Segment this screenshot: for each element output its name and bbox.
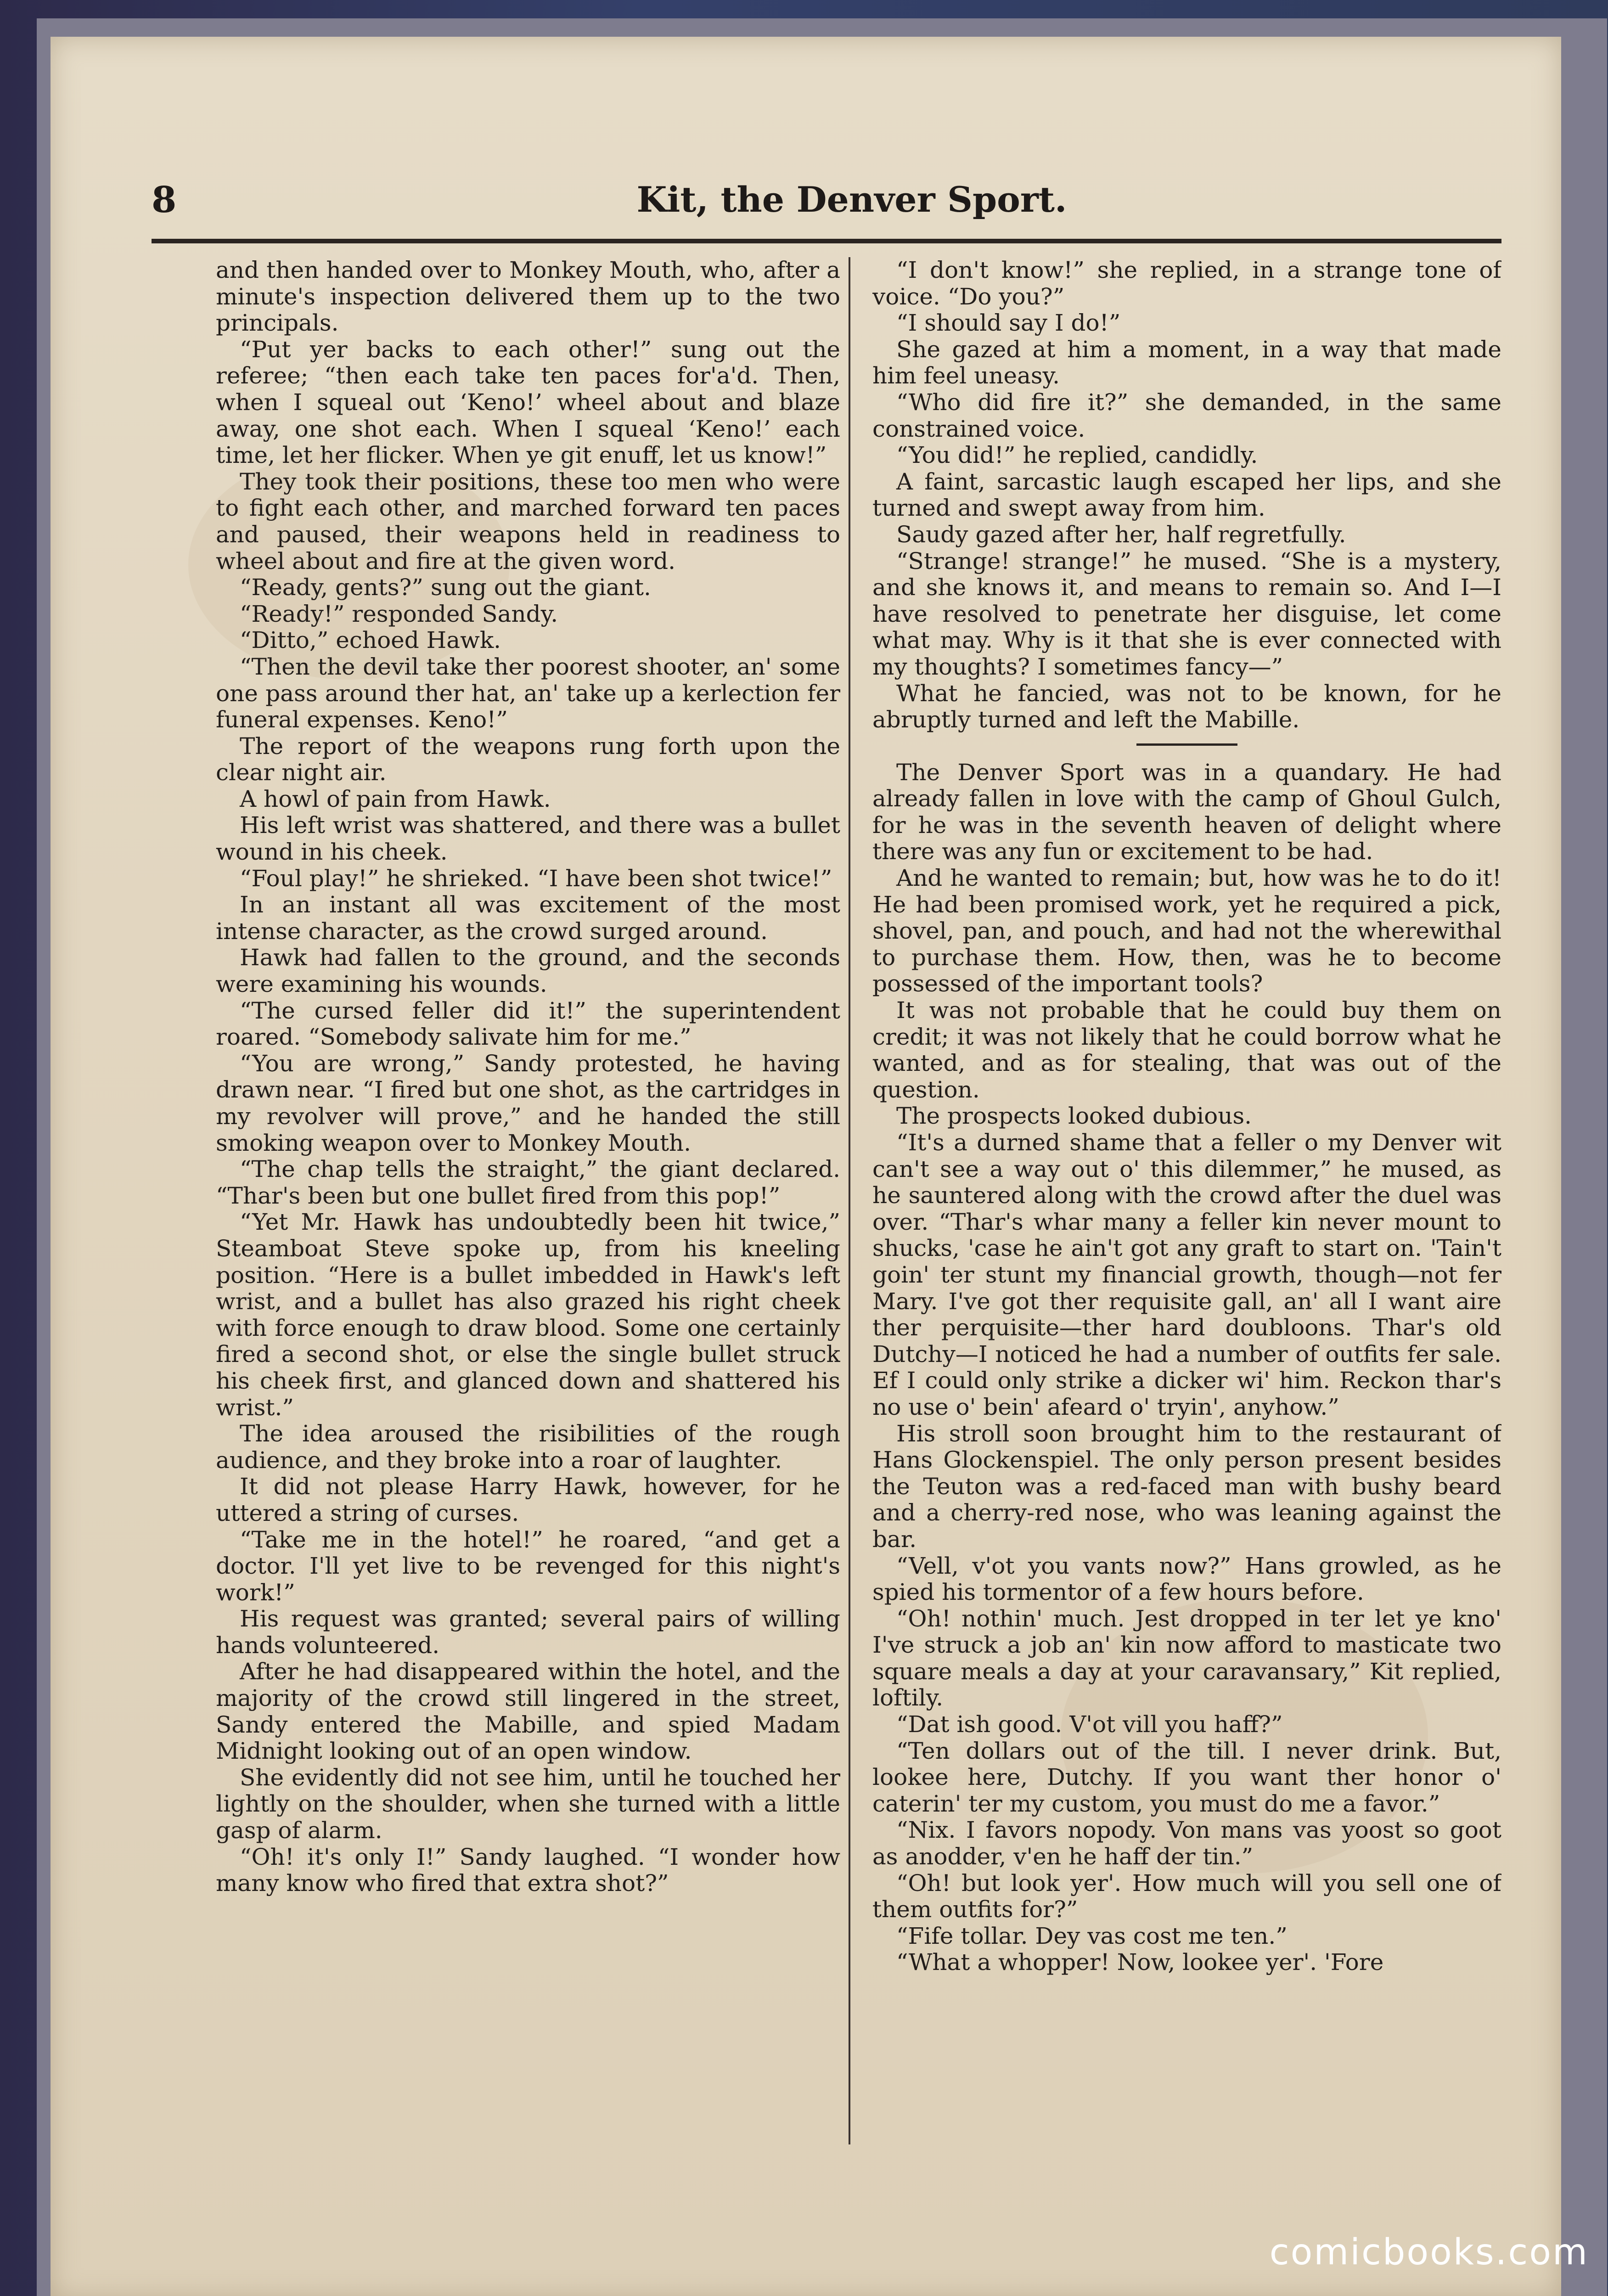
paragraph: His request was granted; several pairs of willing hands volunteered. (216, 1605, 840, 1659)
paragraph: “Oh! it's only I!” Sandy laughed. “I wonder how many know who fired that extra shot?” (216, 1843, 840, 1897)
paragraph: In an instant all was excitement of the most intense character, as the crowd surged around. (216, 891, 840, 945)
paragraph: “Vell, v'ot you vants now?” Hans growled, as he spied his tormentor of a few hours before. (872, 1552, 1501, 1606)
paragraph: “Then the devil take ther poorest shooter, an' some one pass around ther hat, an' take up a kerlection fer funeral expenses. Keno!” (216, 653, 840, 733)
paragraph: “I don't know!” she replied, in a strange tone of voice. “Do you?” (872, 257, 1501, 310)
section-break-rule (1136, 743, 1237, 746)
running-title: Kit, the Denver Sport. (636, 179, 1067, 220)
right-column-part-2 (872, 760, 1501, 1976)
paragraph: “It's a durned shame that a feller o my Denver wit can't see a way out o' this dilemmer,” he mused, as he sauntered along with the crowd after the duel was over. “Thar's whar many a feller kin never mount to shucks, 'case he ain't got any graft to start on. 'Tain't goin' ter stunt my financial growth, though—not fer Mary. I've got ther requisite gall, an' all I want aire ther perquisite—ther hard doubloons. Thar's old Dutchy—I noticed he had a number of outfits fer sale. Ef I could only strike a dicker wi' him. Reckon thar's no use o' bein' afeard o' tryin', anyhow.” (872, 1129, 1501, 1420)
column-divider (849, 257, 850, 2144)
paragraph: “Ready, gents?” sung out the giant. (240, 574, 651, 601)
paragraph: A faint, sarcastic laugh escaped her lips, and she turned and swept away from him. (872, 468, 1501, 522)
paragraph: The report of the weapons rung forth upon the clear night air. (216, 732, 840, 786)
paragraph: They took their positions, these too men who were to fight each other, and marched forward ten paces and paused, their weapons held in readiness to wheel about and fire at the given word. (216, 468, 840, 574)
right-column (872, 257, 1501, 2167)
paragraph: “Yet Mr. Hawk has undoubtedly been hit twice,” Steamboat Steve spoke up, from his kneeling position. “Here is a bullet imbedded in Hawk's left wrist, and a bullet has also grazed his right cheek with force enough to draw blood. Some one certainly fired a second shot, or else the single bullet struck his cheek first, and glanced down and shattered his wrist.” (216, 1209, 840, 1421)
paragraph: “You are wrong,” Sandy protested, he having drawn near. “I fired but one shot, as the cartridges in my revolver will prove,” and he handed the still smoking weapon over to Monkey Mouth. (216, 1050, 840, 1156)
paragraph: She evidently did not see him, until he touched her lightly on the shoulder, when she turned with a little gasp of alarm. (216, 1764, 840, 1844)
right-column-part-1 (872, 257, 1501, 733)
paragraph: What he fancied, was not to be known, for he abruptly turned and left the Mabille. (872, 680, 1501, 733)
paragraph: “The chap tells the straight,” the giant declared. “Thar's been but one bullet fired from this pop!” (216, 1156, 840, 1209)
paragraph: “I should say I do!” (896, 310, 1121, 337)
paragraph: “Strange! strange!” he mused. “She is a mystery, and she knows it, and means to remain so. And I—I have resolved to penetrate her disguise, let come what may. Why is it that she is ever connected with my thoughts? I sometimes fancy—” (872, 547, 1501, 680)
paragraph: “Fife tollar. Dey vas cost me ten.” (896, 1922, 1288, 1949)
paragraph: “Ten dollars out of the till. I never drink. But, lookee here, Dutchy. If you want ther honor o' caterin' ter my custom, you must do me a favor.” (872, 1737, 1501, 1817)
left-column (216, 257, 840, 2167)
paragraph: His stroll soon brought him to the restaurant of Hans Glockenspiel. The only person present besides the Teuton was a red-faced man with bushy beard and a cherry-red nose, who was leaning against the bar. (872, 1420, 1501, 1553)
paragraph: “Oh! nothin' much. Jest dropped in ter let ye kno' I've struck a job an' kin now afford to masticate two square meals a day at your caravansary,” Kit replied, loftily. (872, 1605, 1501, 1711)
paragraph: “Foul play!” he shrieked. “I have been shot twice!” (240, 865, 832, 892)
paragraph: A howl of pain from Hawk. (240, 785, 551, 812)
paragraph: “Dat ish good. V'ot vill you haff?” (896, 1711, 1283, 1738)
header-rule (152, 239, 1501, 243)
paragraph: His left wrist was shattered, and there was a bullet wound in his cheek. (216, 812, 840, 866)
paragraph: The Denver Sport was in a quandary. He had already fallen in love with the camp of Ghoul Gulch, for he was in the seventh heaven of delight where there was any fun or excitement to be had. (872, 759, 1501, 865)
paragraph: and then handed over to Monkey Mouth, who, after a minute's inspection delivered them up to the two principals. (216, 257, 840, 337)
paragraph: “Oh! but look yer'. How much will you sell one of them outfits for?” (872, 1869, 1501, 1923)
paragraph: “Ready!” responded Sandy. (240, 600, 558, 627)
page-header (152, 174, 1511, 234)
paragraph: Hawk had fallen to the ground, and the seconds were examining his wounds. (216, 944, 840, 998)
paragraph: “Take me in the hotel!” he roared, “and get a doctor. I'll yet live to be revenged for this night's work!” (216, 1526, 840, 1606)
paragraph: “Put yer backs to each other!” sung out the referee; “then each take ten paces for'a'd. Then, when I squeal out ‘Keno!’ wheel about and blaze away, one shot each. When I squeal ‘Keno!’ each time, let her flicker. When ye git enuff, let us know!” (216, 336, 840, 469)
paragraph: The prospects looked dubious. (896, 1103, 1252, 1130)
paragraph: “Nix. I favors nopody. Von mans vas yoost so goot as anodder, v'en he haff der tin.” (872, 1817, 1501, 1870)
paragraph: “You did!” he replied, candidly. (896, 442, 1258, 469)
paragraph: “The cursed feller did it!” the superintendent roared. “Somebody salivate him for me.” (216, 997, 840, 1051)
page-number: 8 (152, 179, 177, 221)
paragraph: “Who did fire it?” she demanded, in the same constrained voice. (872, 388, 1501, 442)
paragraph: “Ditto,” echoed Hawk. (240, 627, 501, 654)
paragraph: “What a whopper! Now, lookee yer'. 'Fore (896, 1949, 1384, 1976)
paragraph: And he wanted to remain; but, how was he to do it! He had been promised work, yet he required a pick, shovel, pan, and pouch, and had not the wherewithal to purchase them. How, then, was he to become possessed of the important tools? (872, 865, 1501, 997)
watermark: comicbooks.com (1269, 2232, 1589, 2273)
paragraph: After he had disappeared within the hotel, and the majority of the crowd still lingered in the street, Sandy entered the Mabille, and spied Madam Midnight looking out of an open window. (216, 1658, 840, 1765)
paragraph: Saudy gazed after her, half regretfully. (896, 521, 1346, 548)
paragraph: It was not probable that he could buy them on credit; it was not likely that he could borrow what he wanted, and as for stealing, that was out of the question. (872, 997, 1501, 1103)
paragraph: The idea aroused the risibilities of the rough audience, and they broke into a roar of laughter. (216, 1420, 840, 1474)
paragraph: She gazed at him a moment, in a way that made him feel uneasy. (872, 336, 1501, 389)
paragraph: It did not please Harry Hawk, however, for he uttered a string of curses. (216, 1473, 840, 1526)
